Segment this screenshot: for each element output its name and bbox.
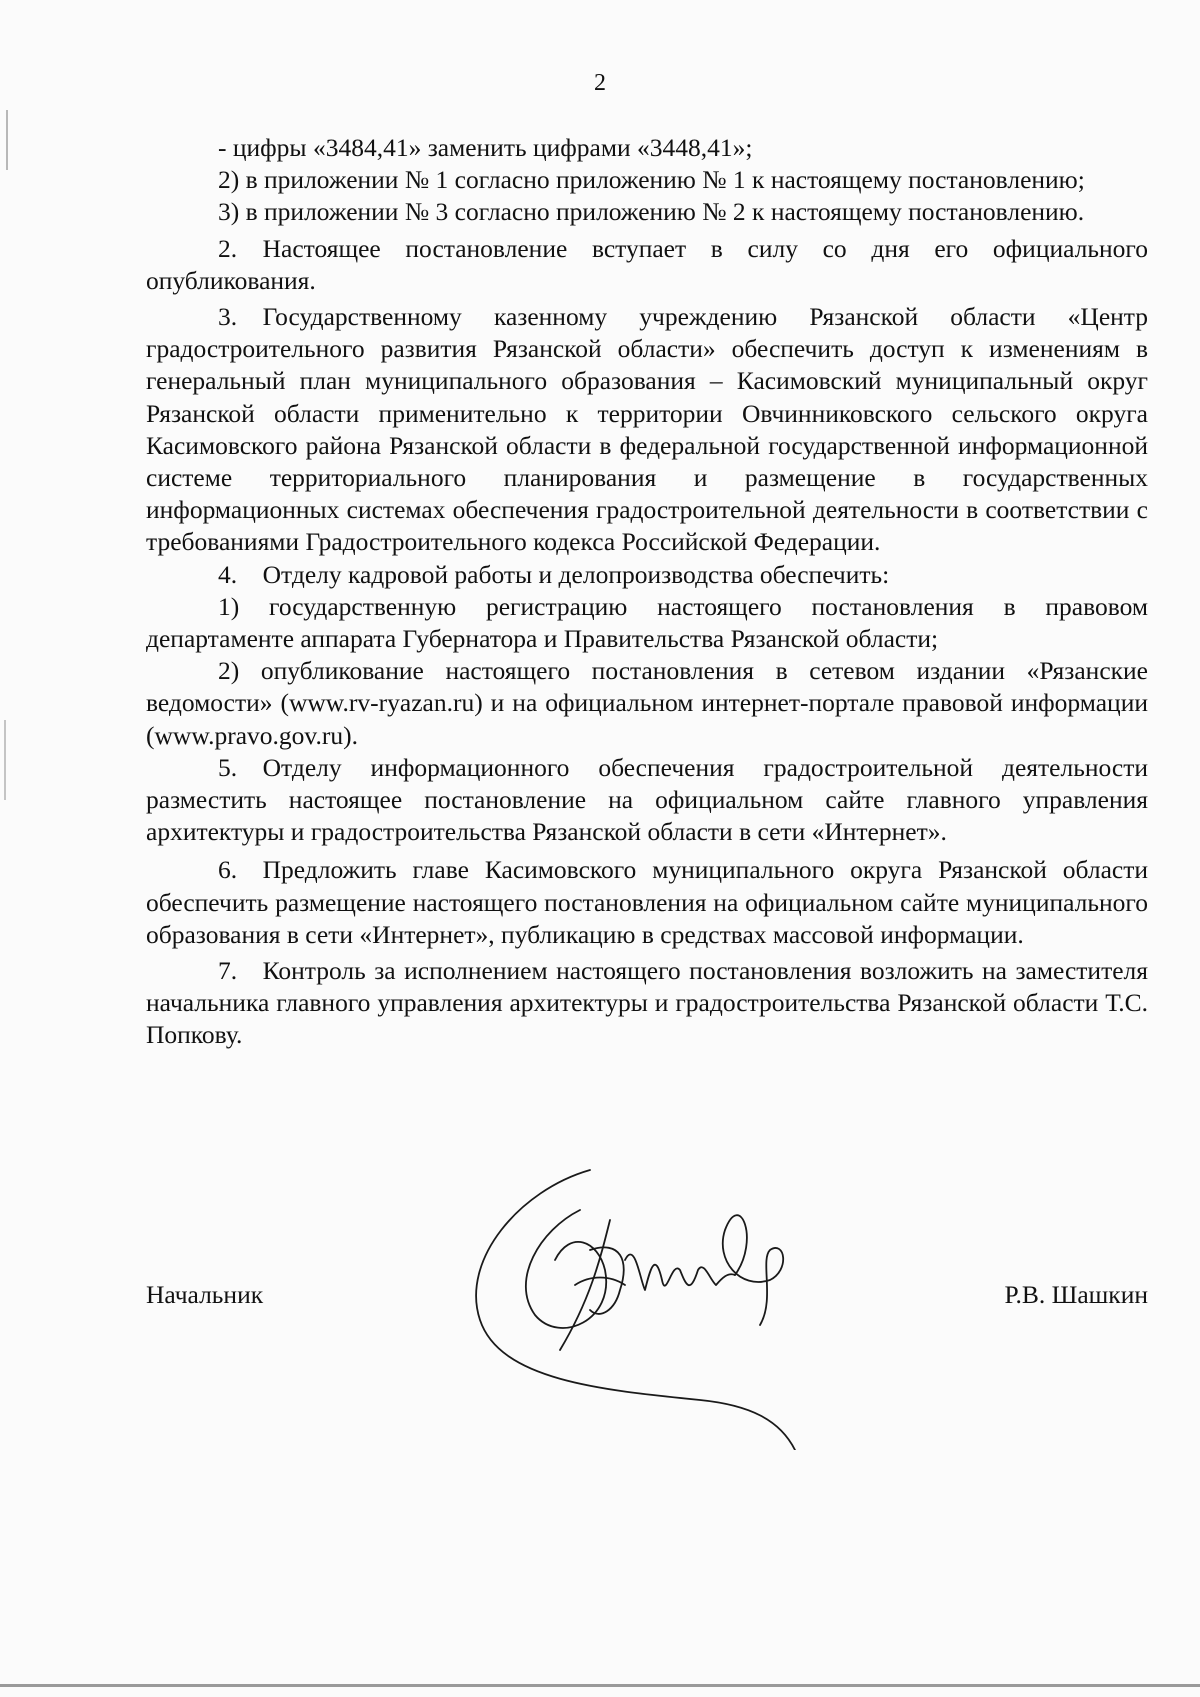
paragraph-item-5: 5. Отделу информационного обеспечения градостроительной деятельности разместить настоящее постановление на официальном сайте главного управления архитектуры и градостроительства Рязанской области в сети «Интернет».	[146, 752, 1148, 847]
document-body	[146, 132, 1148, 1052]
paragraph-subitem-3: 3) в приложении № 3 согласно приложению № 2 к настоящему постановлению.	[218, 197, 1085, 227]
paragraph-item-2: 2. Настоящее постановление вступает в силу со дня его официального опубликования.	[146, 233, 1148, 295]
paragraph-item-1-figures: - цифры «3484,41» заменить цифрами «3448,41»;	[218, 133, 753, 162]
paragraph-subitem-2: 2) в приложении № 1 согласно приложению № 1 к настоящему постановлению;	[218, 165, 1085, 195]
paragraph-item-4: 4. Отделу кадровой работы и делопроизводства обеспечить:	[218, 559, 890, 589]
paragraph-item-4-sub-2: 2) опубликование настоящего постановления в сетевом издании «Рязанские ведомости» (www.rv-ryazan.ru) и на официальном интернет-портале правовой информации (www.pravo.gov.ru).	[146, 656, 1148, 750]
paragraph-item-6: 6. Предложить главе Касимовского муниципального округа Рязанской области обеспечить размещение настоящего постановления на официальном сайте муниципального образования в сети «Интернет», публикацию в средствах массовой информации.	[146, 855, 1148, 949]
scan-edge-mark	[4, 720, 6, 800]
page-number: 2	[594, 70, 606, 96]
scan-bottom-edge	[0, 1684, 1200, 1687]
signatory-name: Р.В. Шашкин	[1004, 1280, 1148, 1309]
paragraph-item-7: 7. Контроль за исполнением настоящего постановления возложить на заместителя начальника главного управления архитектуры и градостроительства Рязанской области Т.С. Попкову.	[146, 956, 1148, 1050]
handwritten-signature	[440, 1150, 870, 1450]
scan-edge-mark	[6, 110, 8, 170]
paragraph-item-4-sub-1: 1) государственную регистрацию настоящего постановления в правовом департаменте аппарата Губернатора и Правительства Рязанской области;	[146, 591, 1148, 654]
paragraph-item-3: 3. Государственному казенному учреждению Рязанской области «Центр градостроительного развития Рязанской области» обеспечить доступ к изменениям в генеральный план муниципального образования – Касимовский муниципальный округ Рязанской области применительно к территории Овчинниковского сельского округа Касимовского района Рязанской области в федеральной государственной информационной системе территориального планирования и размещение в государственных информационных системах обеспечения градостроительной деятельности в соответствии с требованиями Градостроительного кодекса Российской Федерации.	[146, 302, 1148, 557]
signatory-title: Начальник	[146, 1280, 264, 1309]
